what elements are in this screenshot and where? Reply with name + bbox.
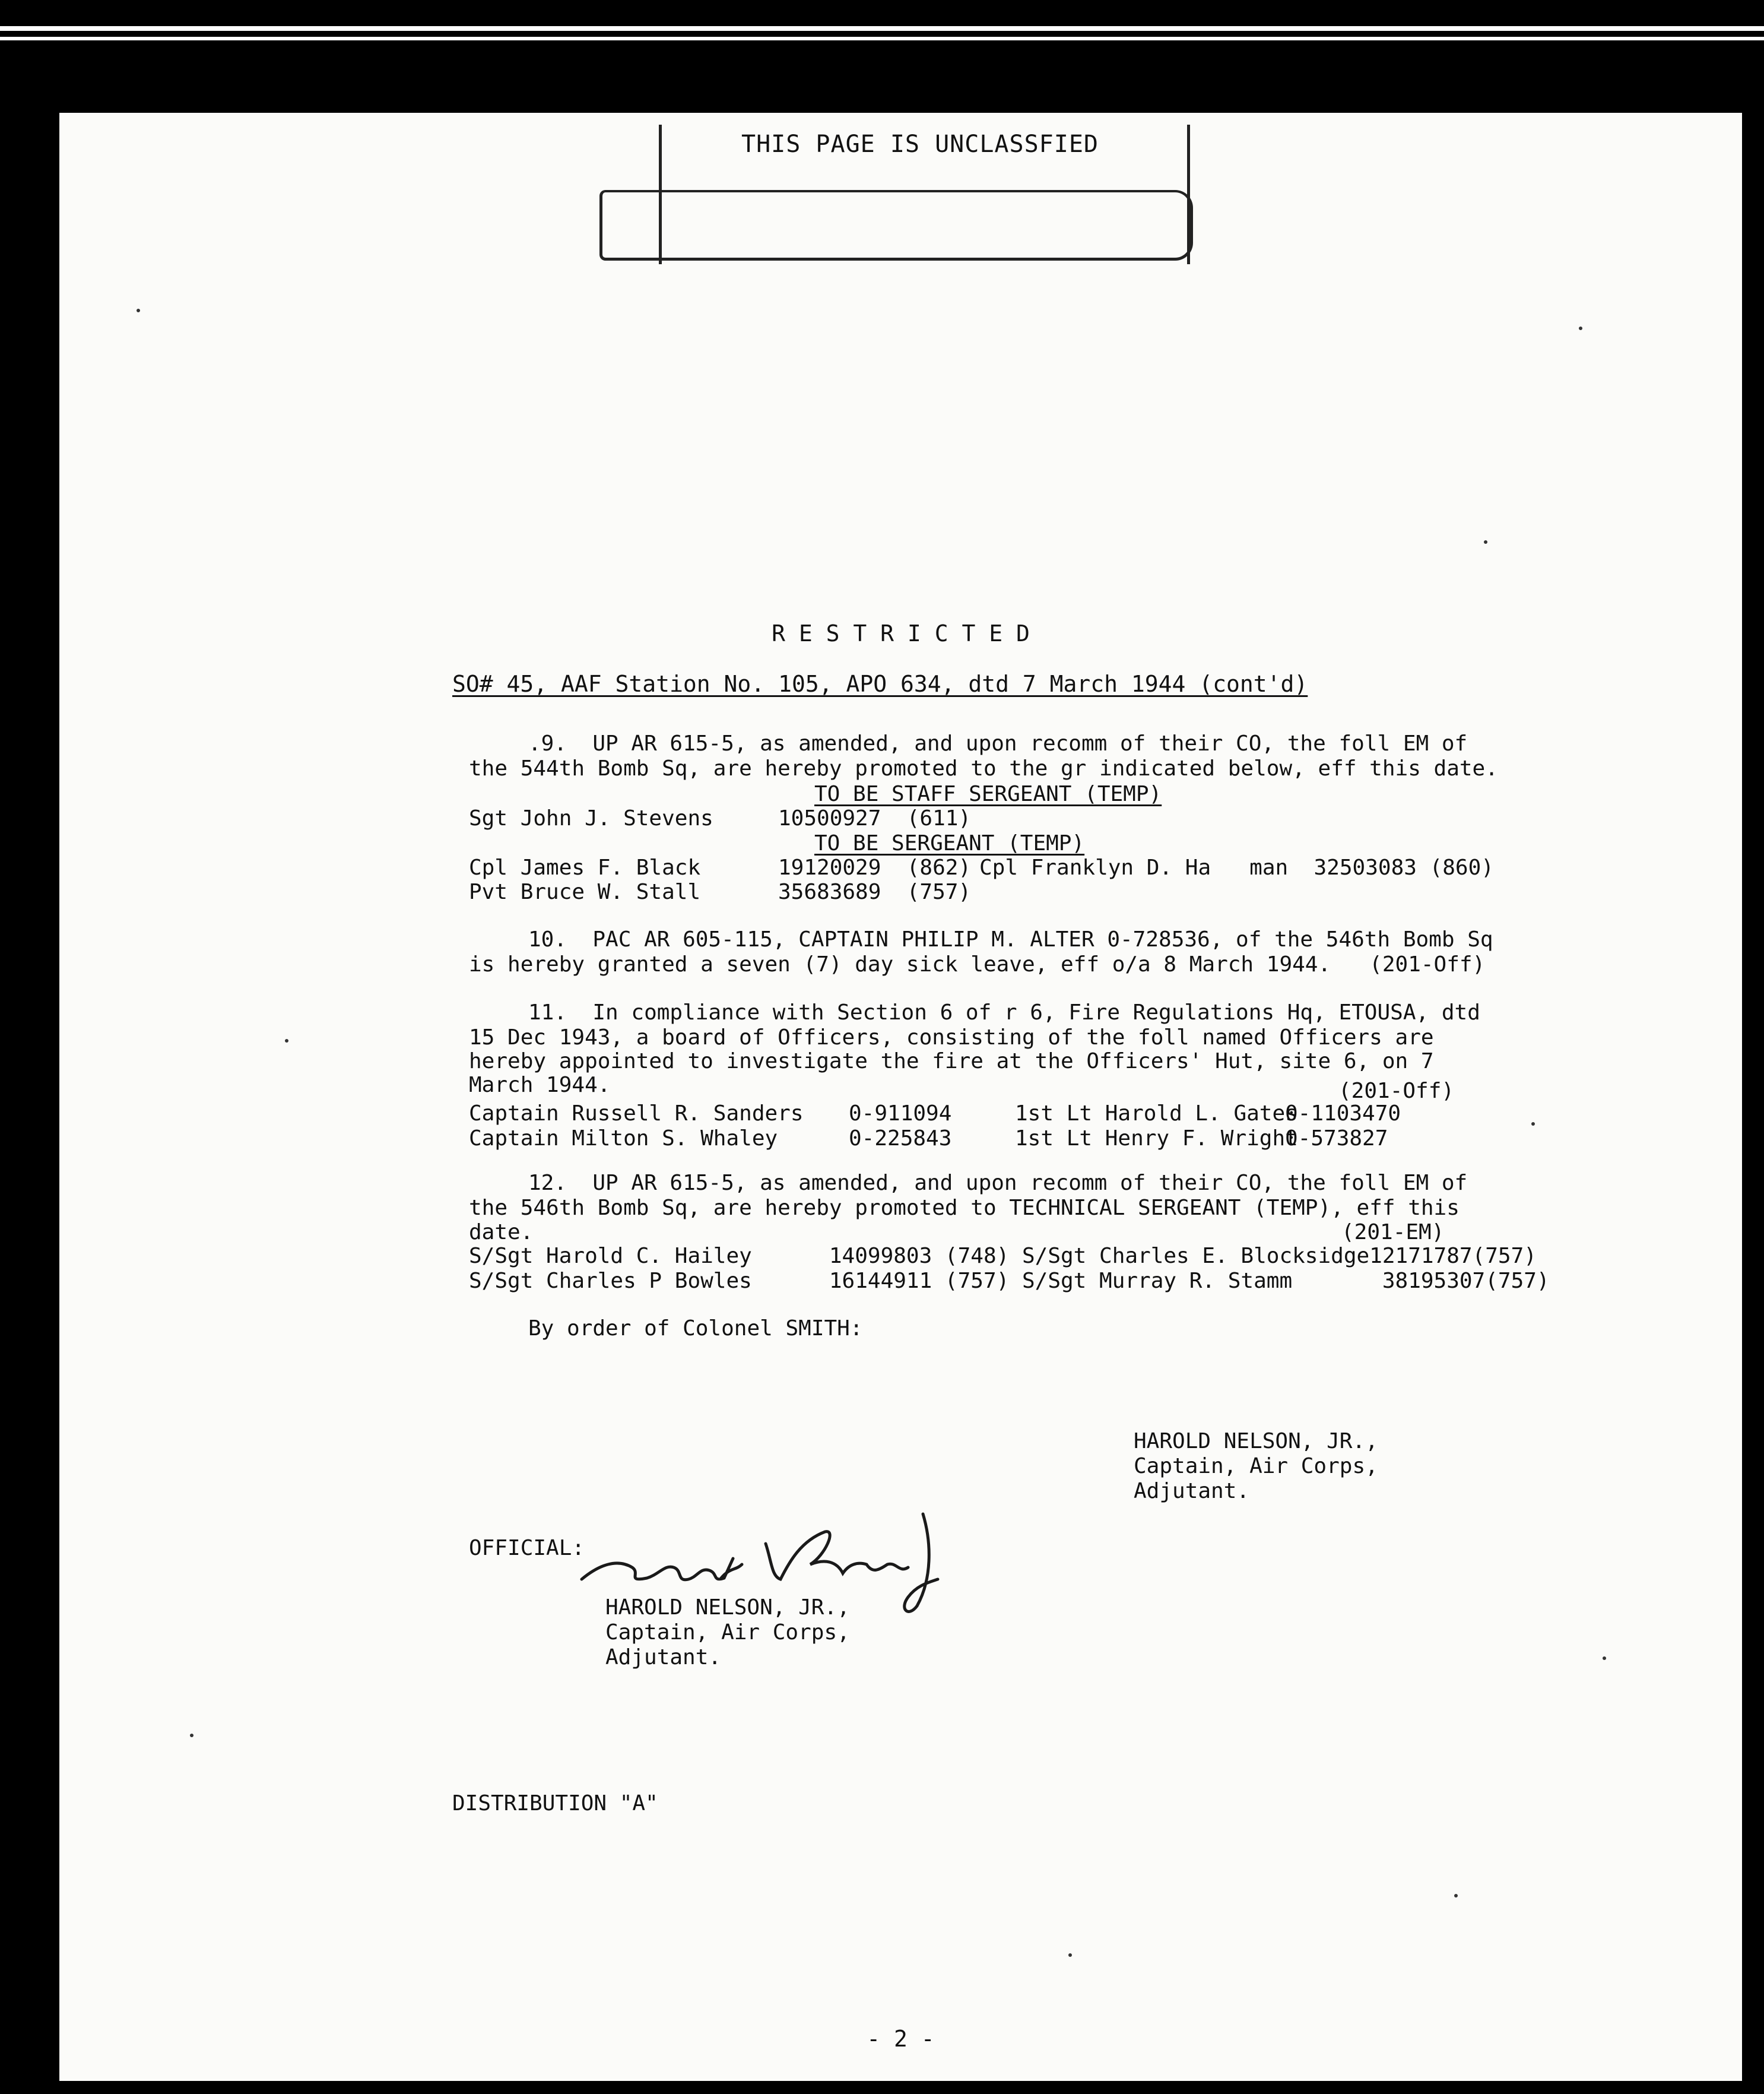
para11-officer2: 1st Lt Harold L. Gates: [1015, 1101, 1298, 1126]
para11-line2: 15 Dec 1943, a board of Officers, consisting of the foll named Officers are: [469, 1025, 1434, 1050]
para9-grade-sergeant: TO BE SERGEANT (TEMP): [814, 831, 1085, 856]
para12-line2: the 546th Bomb Sq, are hereby promoted to TECHNICAL SERGEANT (TEMP), eff this: [469, 1196, 1460, 1220]
scan-speck: [1603, 1656, 1606, 1660]
para12-row2: S/Sgt Charles P Bowles 16144911 (757) S/Sgt Murray R. Stamm 38195307(757): [469, 1269, 1550, 1293]
para9-row1-serial: 10500927 (611): [778, 806, 972, 831]
para10-line1: 10. PAC AR 605-115, CAPTAIN PHILIP M. ALTER 0-728536, of the 546th Bomb Sq: [528, 927, 1493, 952]
para11-reference: (201-Off): [1338, 1079, 1455, 1103]
para9-row2-name: Cpl James F. Black: [469, 856, 701, 880]
para11-line1: 11. In compliance with Section 6 of r 6, Fire Regulations Hq, ETOUSA, dtd: [528, 1000, 1480, 1025]
para12-reference: (201-EM): [1341, 1220, 1445, 1244]
scan-speck: [1068, 1953, 1072, 1957]
para11-officer2-serial: 0-1103470: [1285, 1101, 1401, 1126]
para11-officer4: 1st Lt Henry F. Wright: [1015, 1126, 1298, 1151]
adjutant-title: Adjutant.: [1134, 1479, 1250, 1503]
para12-row1: S/Sgt Harold C. Hailey 14099803 (748) S/Sgt Charles E. Blocksidge12171787(757): [469, 1244, 1537, 1268]
para9-line2: the 544th Bomb Sq, are hereby promoted to the gr indicated below, eff this date.: [469, 756, 1498, 781]
restricted-marking: R E S T R I C T E D: [772, 620, 1030, 647]
adjutant-rank: Captain, Air Corps,: [1134, 1454, 1378, 1478]
para10-line2: is hereby granted a seven (7) day sick leave, eff o/a 8 March 1944. (201-Off): [469, 952, 1486, 977]
para9-line1: .9. UP AR 615-5, as amended, and upon recomm of their CO, the foll EM of: [528, 731, 1468, 756]
order-line: By order of Colonel SMITH:: [528, 1316, 863, 1341]
para12-line1: 12. UP AR 615-5, as amended, and upon recomm of their CO, the foll EM of: [528, 1171, 1468, 1195]
official-rank: Captain, Air Corps,: [605, 1620, 850, 1645]
para12-line3: date.: [469, 1220, 534, 1244]
order-heading: SO# 45, AAF Station No. 105, APO 634, dtd 7 March 1944 (cont'd): [452, 671, 1308, 697]
stamp-flap: [599, 190, 1193, 261]
para11-officer1: Captain Russell R. Sanders: [469, 1101, 804, 1126]
top-black-band: [0, 0, 1764, 101]
para9-grade-staff-sergeant: TO BE STAFF SERGEANT (TEMP): [814, 782, 1162, 806]
top-rule-2: [0, 37, 1764, 40]
scan-speck: [1531, 1122, 1535, 1126]
para11-officer3: Captain Milton S. Whaley: [469, 1126, 778, 1151]
scan-speck: [1454, 1894, 1458, 1897]
scan-speck: [1484, 540, 1487, 544]
top-rule-1: [0, 26, 1764, 31]
scan-speck: [285, 1039, 288, 1043]
para11-officer1-serial: 0-911094: [849, 1101, 952, 1126]
document-page: [59, 113, 1742, 2081]
official-label: OFFICIAL:: [469, 1536, 585, 1560]
unclassified-stamp: THIS PAGE IS UNCLASSFIED: [741, 131, 1099, 158]
adjutant-name: HAROLD NELSON, JR.,: [1134, 1429, 1378, 1453]
para11-officer4-serial: 0-573827: [1285, 1126, 1388, 1151]
page-number: - 2 -: [867, 2026, 935, 2052]
distribution-line: DISTRIBUTION "A": [452, 1791, 658, 1816]
para11-officer3-serial: 0-225843: [849, 1126, 952, 1151]
scan-speck: [137, 309, 140, 312]
scan-speck: [1579, 327, 1582, 330]
para9-row1-name: Sgt John J. Stevens: [469, 806, 713, 831]
official-name: HAROLD NELSON, JR.,: [605, 1595, 850, 1620]
official-title: Adjutant.: [605, 1645, 722, 1670]
scan-speck: [190, 1734, 193, 1737]
para9-row2-other: Cpl Franklyn D. Ha man 32503083 (860): [979, 856, 1494, 880]
para11-line3: hereby appointed to investigate the fire at the Officers' Hut, site 6, on 7: [469, 1049, 1434, 1073]
para9-row3-name: Pvt Bruce W. Stall: [469, 880, 701, 904]
para9-row3-serial: 35683689 (757): [778, 880, 972, 904]
para11-line4: March 1944.: [469, 1073, 611, 1097]
para9-row2-serial: 19120029 (862): [778, 856, 972, 880]
